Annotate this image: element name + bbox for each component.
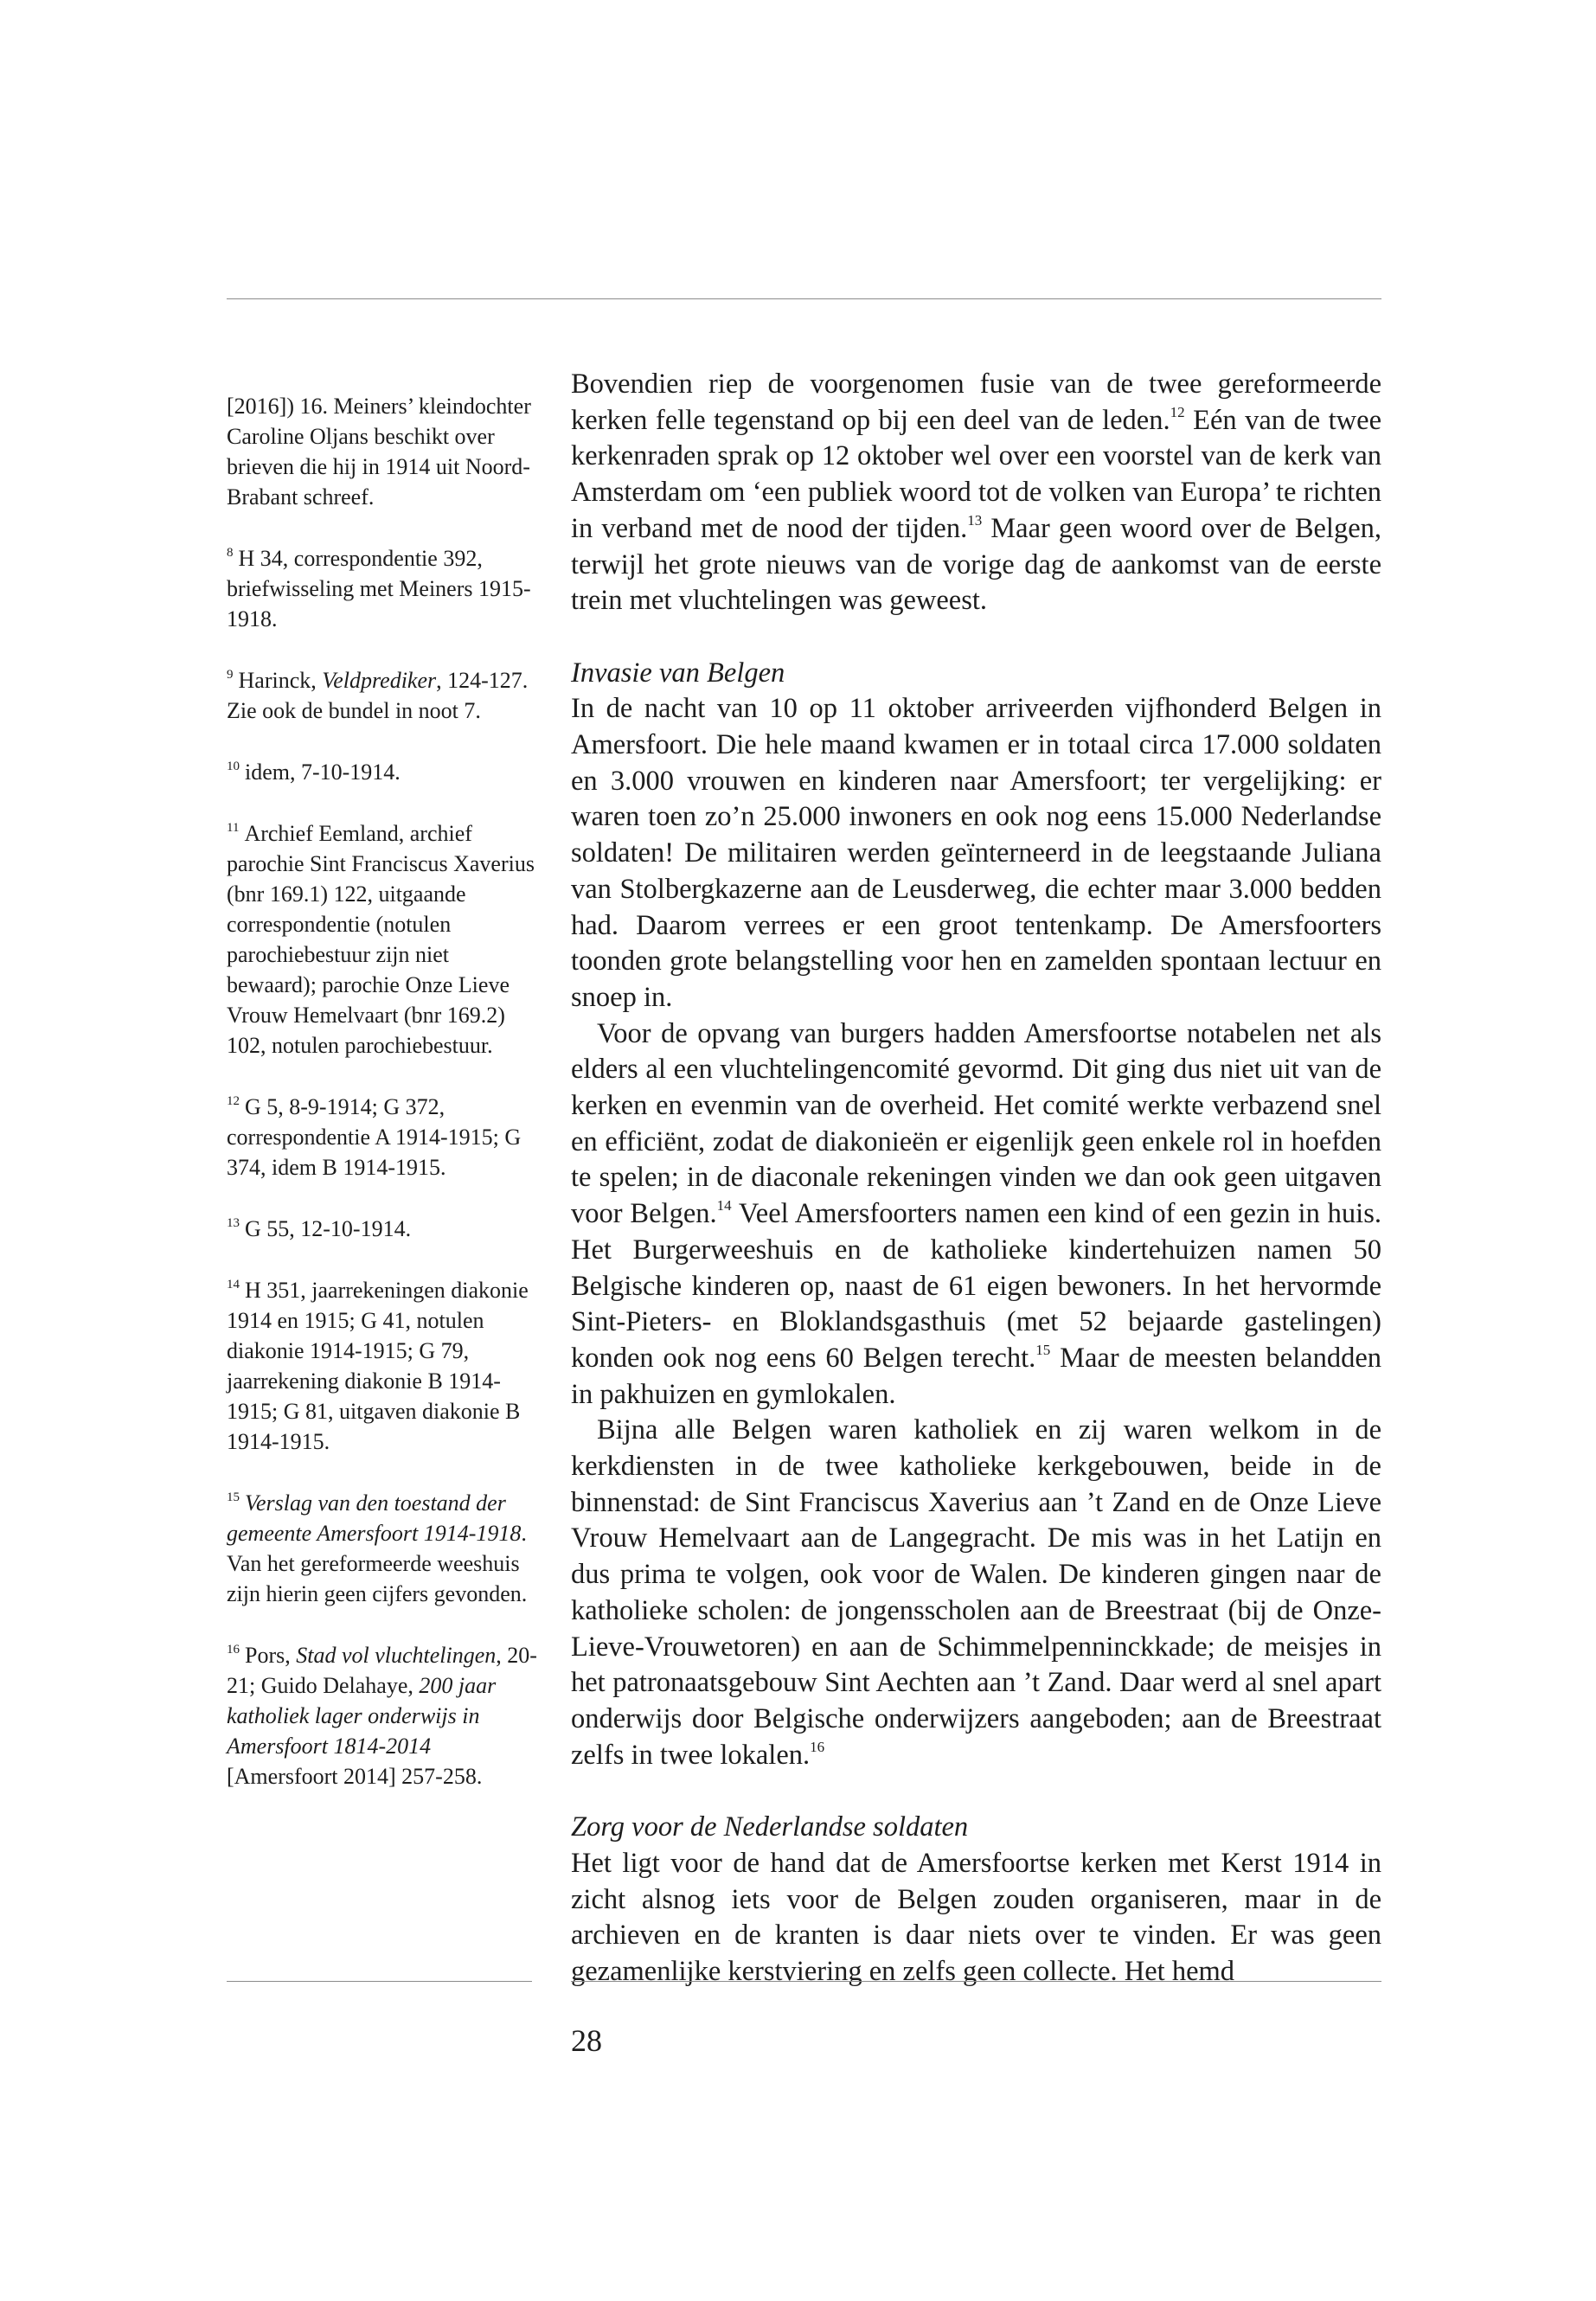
footnote-16: $^{16}$ Pors, Stad vol vluchtelingen, 20-21; Guido Delahaye, 200 jaar katholiek lager onderwijs in Amersfoort 1814-2014 [Amersfoort 2014] 257-258.	[227, 1643, 537, 1789]
footnotes-bottom-rule	[227, 1981, 532, 1982]
header-rule	[227, 298, 1381, 299]
footnote-number: 12	[227, 1094, 240, 1108]
section-heading-invasie: Invasie van Belgen	[571, 657, 785, 689]
footnote-11: $^{11}$ Archief Eemland, archief parochie Sint Franciscus Xaverius (bnr 169.1) 122, uitgaande correspondentie (notulen parochiebestuur zijn niet bewaard); parochie Onze Lieve Vrouw Hemelvaart (bnr 169.2) 102, notulen parochiebestuur.	[227, 821, 535, 1058]
footnote-12: $^{12}$ G 5, 8-9-1914; G 372, correspondentie A 1914-1915; G 374, idem B 1914-1915.	[227, 1094, 522, 1180]
footnote-8: $^8$ H 34, correspondentie 392, briefwisseling met Meiners 1915-1918.	[227, 546, 531, 631]
footnote-ref: 13	[967, 511, 983, 529]
footnote-7-continued: [2016]) 16. Meiners’ kleindochter Caroline Oljans beschikt over brieven die hij in 1914 uit Noord-Brabant schreef.	[227, 394, 531, 510]
text-bottom-rule	[571, 1981, 1381, 1982]
main-text-column	[571, 367, 1381, 1990]
paragraph-opvang: Voor de opvang van burgers hadden Amersfoortse notabelen net als elders al een vluchtelingencomité gevormd. Dit ging dus niet uit van de kerken en evenmin van de overheid. Het comité werkte verbazend snel en efficiënt, zodat de diakonieën er eigenlijk geen enkele rol in hoefden te spelen; in de diaconale rekeningen vinden we dan ook geen uitgaven voor Belgen.$^{14}$ Veel Amersfoorters namen een kind of een gezin in huis. Het Burgerweeshuis en de katholieke kindertehuizen namen 50 Belgische kinderen op, naast de 61 eigen bewoners. In het hervormde Sint-Pieters- en Bloklandsgasthuis (met 52 bejaarde gastelingen) konden ook nog eens 60 Belgen terecht.$^{15}$ Maar de meesten belandden in pakhuizen en gymlokalen.	[571, 1017, 1381, 1410]
page-number: 28	[571, 2023, 602, 2058]
footnote-number: 10	[227, 760, 240, 773]
footnote-number: 14	[227, 1278, 240, 1292]
footnote-ref: 16	[810, 1738, 825, 1755]
footnote-number: 11	[227, 821, 240, 835]
footnote-15: $^{15}$ Verslag van den toestand der gemeente Amersfoort 1914-1918. Van het gereformeerde weeshuis zijn hierin geen cijfers gevonden.	[227, 1490, 528, 1606]
footnote-number: 16	[227, 1643, 240, 1657]
footnote-14: $^{14}$ H 351, jaarrekeningen diakonie 1914 en 1915; G 41, notulen diakonie 1914-1915; G 79, jaarrekening diakonie B 1914-1915; G 81, uitgaven diakonie B 1914-1915.	[227, 1278, 529, 1454]
footnote-number: 13	[227, 1216, 240, 1230]
section-heading-soldaten: Zorg voor de Nederlandse soldaten	[571, 1811, 969, 1843]
footnote-ref: 14	[716, 1197, 732, 1215]
footnotes-column	[227, 391, 538, 1823]
footnote-ref: 12	[1170, 403, 1185, 420]
footnote-ref: 15	[1035, 1341, 1051, 1358]
paragraph-fusie: Bovendien riep de voorgenomen fusie van de twee gereformeerde kerken felle tegenstand op bij een deel van de leden.$^{12}$ Eén van de twee kerkenraden sprak op 12 oktober wel over een voorstel van de kerk van Amsterdam om ‘een publiek woord tot de volken van Europa’ te richten in verband met de nood der tijden.$^{13}$ Maar geen woord over de Belgen, terwijl het grote nieuws van de vorige dag de aankomst van de eerste trein met vluchtelingen was geweest.	[571, 369, 1382, 617]
paragraph-katholiek: Bijna alle Belgen waren katholiek en zij waren welkom in de kerkdiensten in de twee katholieke kerkgebouwen, beide in de binnenstad: de Sint Franciscus Xaverius aan ’t Zand en de Onze Lieve Vrouw Hemelvaart aan de Langegracht. De mis was in het Latijn en dus prima te volgen, ook voor de Walen. De kinderen gingen naar de katholieke scholen: de jongensscholen aan de Breestraat (bij de Onze-Lieve-Vrouwetoren) en aan de Schimmelpenninckkade; de meisjes in het patronaatsgebouw Sint Aechten aan ’t Zand. Daar werd al snel apart onderwijs door Belgische onderwijzers aangeboden; aan de Breestraat zelfs in twee lokalen.$^{16}$	[571, 1414, 1381, 1771]
footnote-9: $^9$ Harinck, Veldprediker, 124-127. Zie ook de bundel in noot 7.	[227, 668, 529, 723]
footnote-13: $^{13}$ G 55, 12-10-1914.	[227, 1216, 412, 1241]
paragraph-kerst: Het ligt voor de hand dat de Amersfoortse kerken met Kerst 1914 in zicht alsnog iets voor de Belgen zouden organiseren, maar in de archieven en de kranten is daar niets over te vinden. Er was geen gezamenlijke kerstviering en zelfs geen collecte. Het hemd	[571, 1847, 1381, 1987]
footnote-number: 15	[227, 1490, 240, 1504]
footnote-number: 9	[227, 668, 234, 682]
paragraph-invasie: In de nacht van 10 op 11 oktober arriveerden vijfhonderd Belgen in Amersfoort. Die hele maand kwamen er in totaal circa 17.000 soldaten en 3.000 vrouwen en kinderen naar Amersfoort; ter vergelijking: er waren toen zo’n 25.000 inwoners en ook nog eens 15.000 Nederlandse soldaten! De militairen werden geïnterneerd in de leegstaande Juliana van Stolbergkazerne aan de Leusderweg, die echter maar 3.000 bedden had. Daarom verrees er een groot tentenkamp. De Amersfoorters toonden grote belangstelling voor hen en zamelden spontaan lectuur en snoep in.	[571, 693, 1381, 1013]
footnote-10: $^{10}$ idem, 7-10-1914.	[227, 760, 401, 785]
footnote-number: 8	[227, 546, 234, 560]
